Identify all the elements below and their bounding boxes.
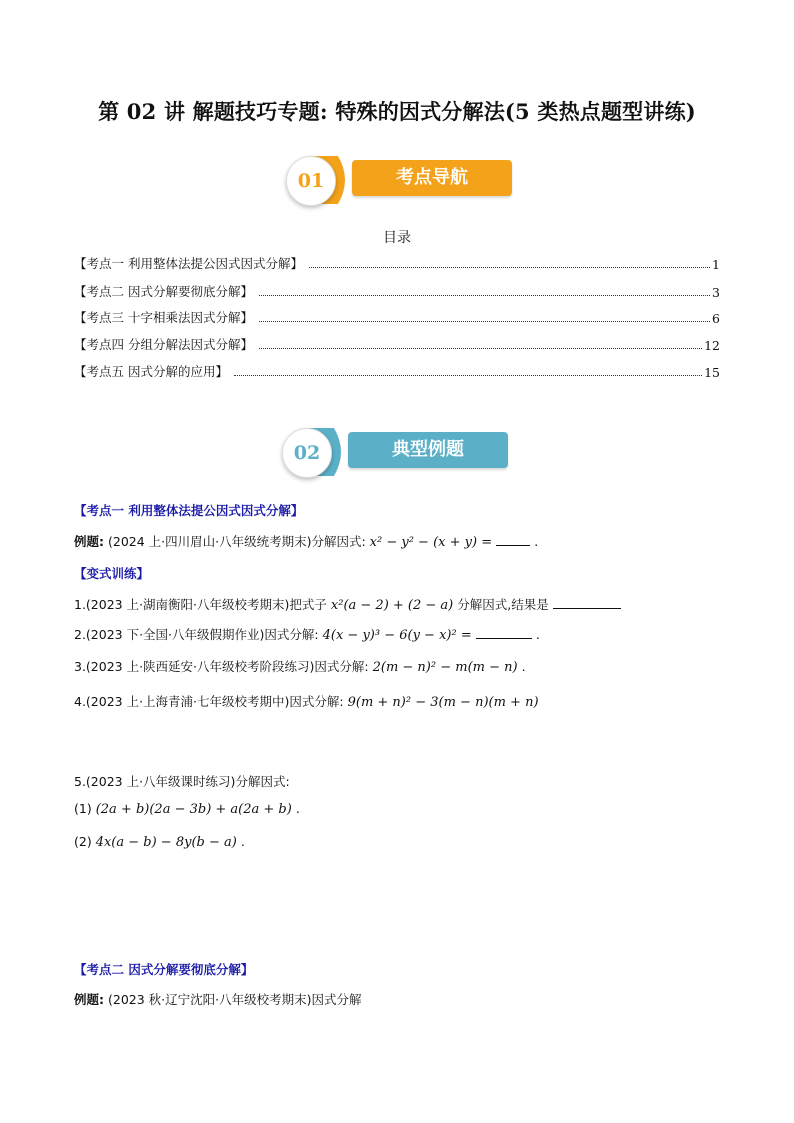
toc-leader <box>234 375 702 376</box>
example-label: 例题: <box>74 534 104 549</box>
badge-number: 02 <box>282 428 332 478</box>
toc-item[interactable] <box>74 254 720 272</box>
question-1 <box>74 595 621 613</box>
answer-blank[interactable] <box>476 638 532 639</box>
toc-page-number: 15 <box>704 365 720 380</box>
question-tail: 分解因式,结果是 <box>457 597 549 612</box>
variant-heading: 【变式训练】 <box>74 566 150 581</box>
toc-item[interactable] <box>74 282 720 300</box>
toc-heading: 目录 <box>383 230 411 246</box>
toc-item-label: 【考点四 分组分解法因式分解】 <box>74 337 253 352</box>
toc-leader <box>259 321 710 322</box>
badge-label: 典型例题 <box>348 432 508 468</box>
badge-label: 考点导航 <box>352 160 512 196</box>
example-line <box>74 990 361 1008</box>
question-text: 2.(2023 下·全国·八年级假期作业)因式分解: <box>74 627 319 642</box>
question-5-part-2 <box>74 834 245 850</box>
question-4 <box>74 692 539 710</box>
toc-item-label: 【考点一 利用整体法提公因式因式分解】 <box>74 256 303 271</box>
period: . <box>240 834 245 849</box>
answer-blank[interactable] <box>496 545 530 546</box>
toc-item[interactable] <box>74 362 720 380</box>
part-label: (1) <box>74 801 92 816</box>
question-expression: (2a + b)(2a − 3b) + a(2a + b) <box>95 802 292 817</box>
period: . <box>521 659 526 674</box>
question-text: 1.(2023 上·湖南衡阳·八年级校考期末)把式子 <box>74 597 327 612</box>
example-text: (2023 秋·辽宁沈阳·八年级校考期末)因式分解 <box>107 992 362 1007</box>
page-title: 第 02 讲 解题技巧专题: 特殊的因式分解法(5 类热点题型讲练) <box>98 99 696 124</box>
toc-page-number: 1 <box>712 257 720 272</box>
question-text: 3.(2023 上·陕西延安·八年级校考阶段练习)因式分解: <box>74 659 369 674</box>
example-text: (2024 上·四川眉山·八年级统考期末)分解因式: <box>107 534 366 549</box>
toc-item[interactable] <box>74 308 720 326</box>
toc-leader <box>309 267 710 268</box>
period: . <box>535 627 540 642</box>
period: . <box>534 534 539 549</box>
question-5-part-1 <box>74 801 300 817</box>
question-expression: x²(a − 2) + (2 − a) <box>330 598 454 613</box>
toc-leader <box>259 295 710 296</box>
toc-leader <box>259 348 702 349</box>
answer-blank[interactable] <box>553 608 621 609</box>
question-text: 4.(2023 上·上海青浦·七年级校考期中)因式分解: <box>74 694 344 709</box>
question-text: 5.(2023 上·八年级课时练习)分解因式: <box>74 774 290 789</box>
period: . <box>295 801 300 816</box>
question-expression: 4(x − y)³ − 6(y − x)² = <box>322 628 476 643</box>
example-label: 例题: <box>74 992 104 1007</box>
toc-item[interactable] <box>74 335 720 353</box>
question-expression: 9(m + n)² − 3(m − n)(m + n) <box>347 695 539 710</box>
question-5 <box>74 772 290 790</box>
toc-page-number: 3 <box>712 285 720 300</box>
question-2 <box>74 625 540 643</box>
section-heading: 【考点一 利用整体法提公因式因式分解】 <box>74 503 304 518</box>
toc-item-label: 【考点五 因式分解的应用】 <box>74 364 228 379</box>
question-3 <box>74 657 526 675</box>
badge-number: 01 <box>286 156 336 206</box>
toc-page-number: 6 <box>712 311 720 326</box>
toc-page-number: 12 <box>704 338 720 353</box>
example-line <box>74 532 538 550</box>
question-expression: 4x(a − b) − 8y(b − a) <box>95 835 237 850</box>
example-expression: x² − y² − (x + y) = <box>369 535 497 550</box>
section-heading: 【考点二 因式分解要彻底分解】 <box>74 962 254 977</box>
question-expression: 2(m − n)² − m(m − n) <box>372 660 518 675</box>
toc-item-label: 【考点二 因式分解要彻底分解】 <box>74 284 253 299</box>
part-label: (2) <box>74 834 92 849</box>
toc-item-label: 【考点三 十字相乘法因式分解】 <box>74 310 253 325</box>
